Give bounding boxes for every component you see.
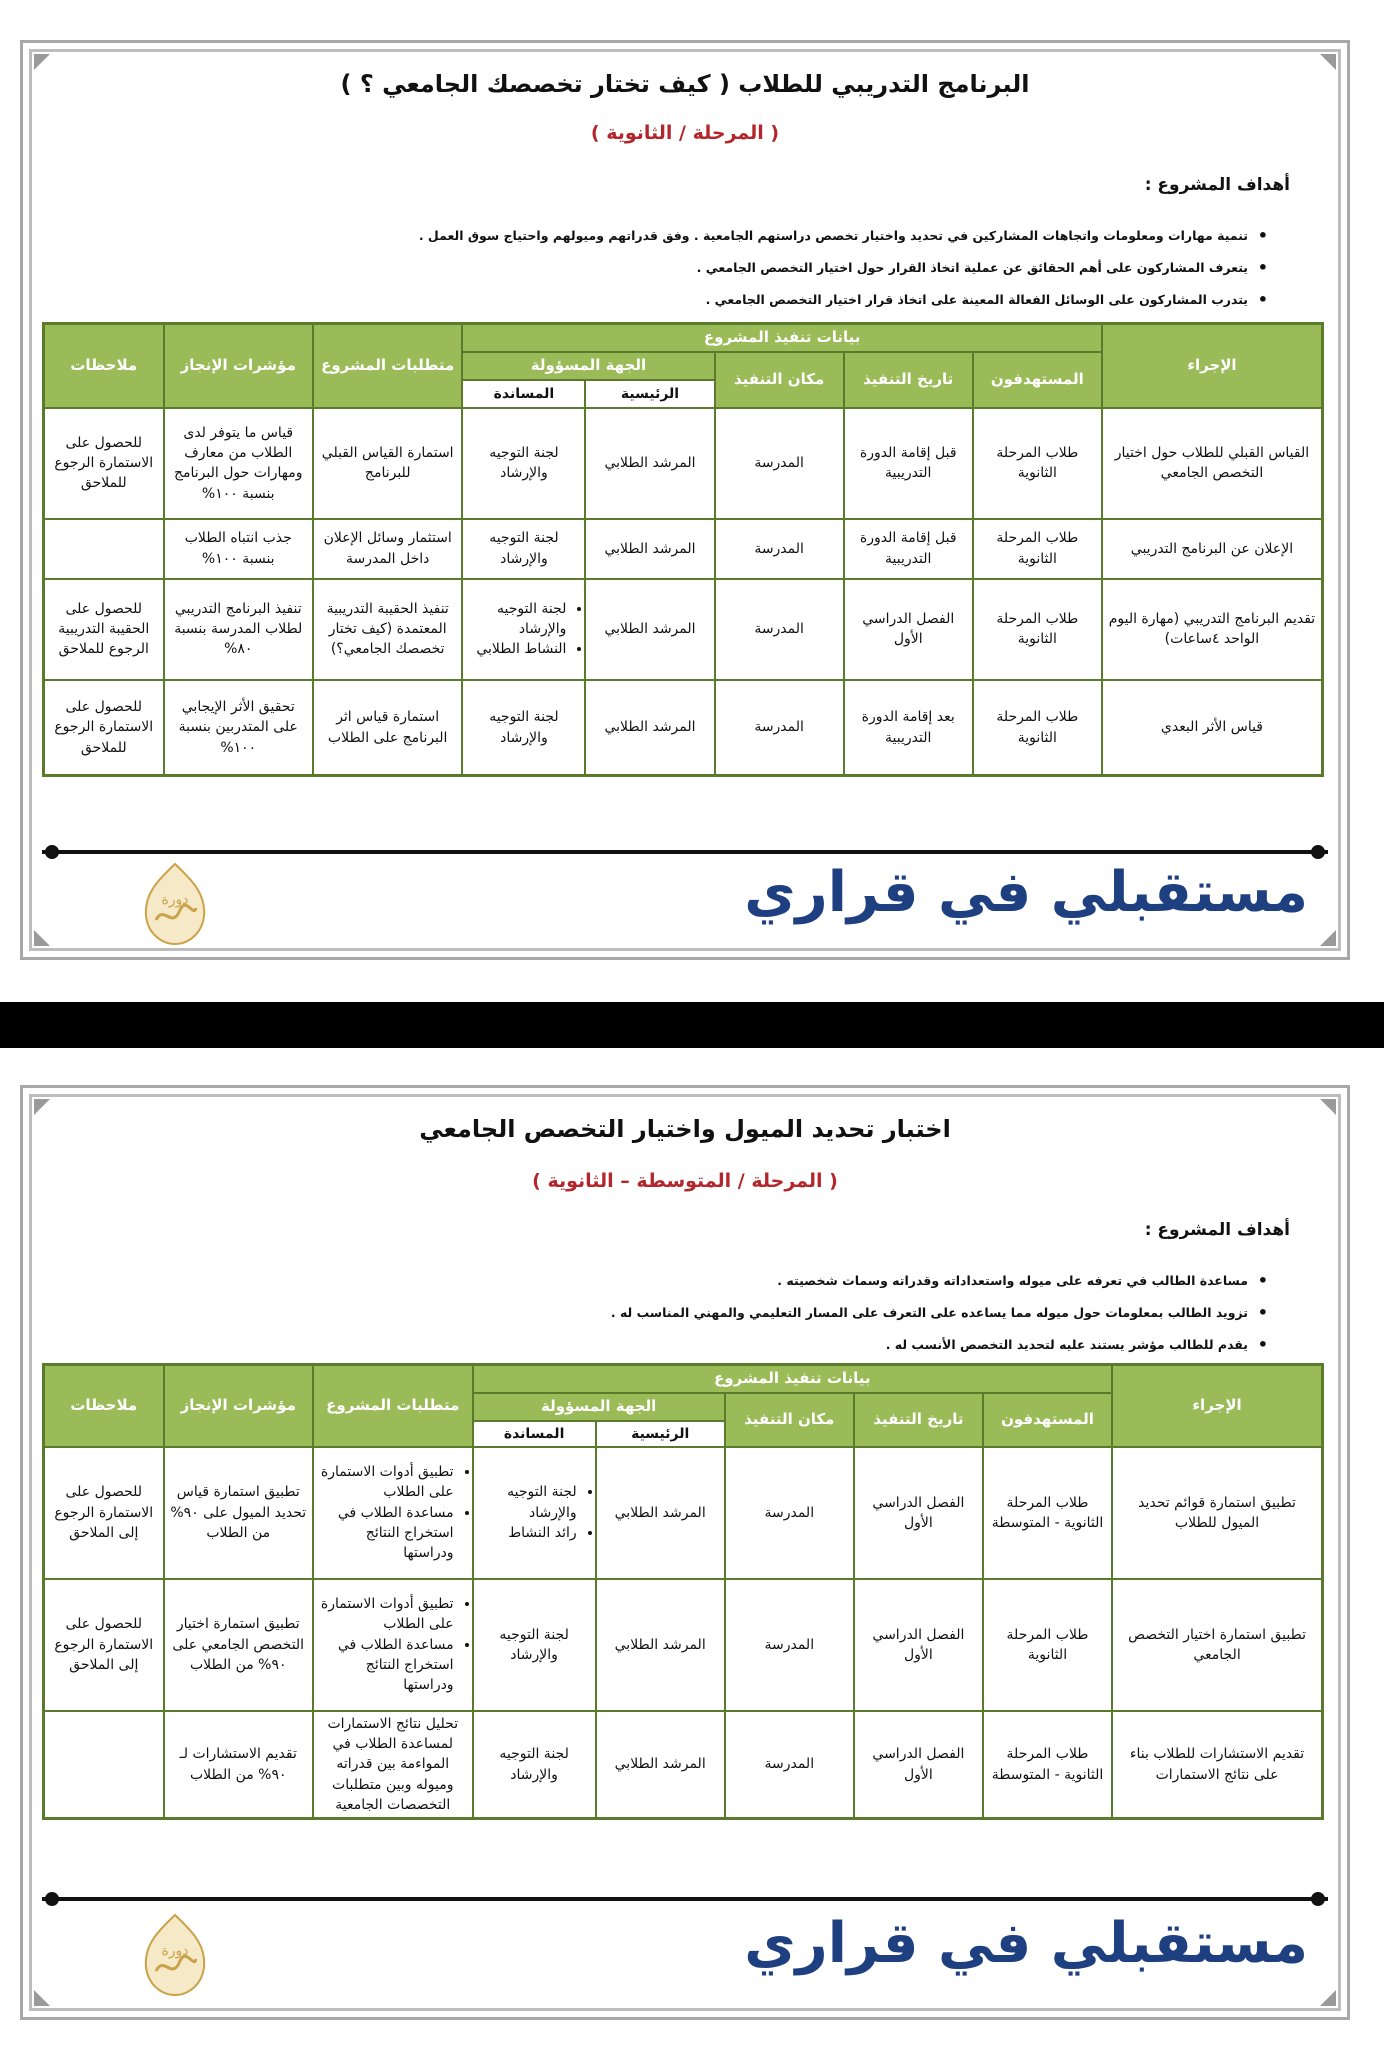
table-row <box>44 519 1323 579</box>
table-row <box>44 680 1323 776</box>
corner-ornament <box>34 54 50 70</box>
goal-item: • يتدرب المشاركون على الوسائل الفعالة المعينة على اتخاذ قرار اختيار التخصص الجامعي . <box>419 284 1270 316</box>
table-row <box>44 408 1323 519</box>
corner-ornament <box>1320 54 1336 70</box>
cell-indicators: تقديم الاستشارات لـ ٩٠% من الطلاب <box>164 1711 313 1819</box>
goal-item: • تزويد الطالب بمعلومات حول ميوله مما يساعده على التعرف على المسار التعليمي والمهني المناسب له . <box>611 1297 1270 1329</box>
corner-ornament <box>34 930 50 946</box>
cell-main: المرشد الطلابي <box>585 680 714 776</box>
cell-support: لجنة التوجيه والإرشاد <box>462 408 585 519</box>
goal-item: • يقدم للطالب مؤشر يستند عليه لتحديد التخصص الأنسب له . <box>611 1329 1270 1361</box>
header-beneficiaries: المستهدفون <box>983 1393 1112 1447</box>
header-procedure: الإجراء <box>1112 1365 1322 1447</box>
cell-requirements: تحليل نتائج الاستمارات لمساعدة الطلاب في المواءمة بين قدراته وميوله وبين متطلبات التخصصات الجامعية <box>313 1711 473 1819</box>
cell-indicators: قياس ما يتوفر لدى الطلاب من معارف ومهارات حول البرنامج بنسبة ١٠٠% <box>164 408 313 519</box>
cell-requirements: استمارة القياس القبلي للبرنامج <box>313 408 462 519</box>
calligraphy-seal-icon <box>138 1911 212 1997</box>
footer-line <box>42 1897 1328 1901</box>
cell-indicators: تحقيق الأثر الإيجابي على المتدربين بنسبة ١٠٠% <box>164 680 313 776</box>
corner-ornament <box>1320 1990 1336 2006</box>
stage-label: ( المرحلة / المتوسطة – الثانوية ) <box>532 1170 838 1192</box>
footer-line-dot <box>1311 845 1325 859</box>
header-procedure: الإجراء <box>1102 324 1323 408</box>
table-row <box>44 1711 1323 1819</box>
table-row <box>44 579 1323 680</box>
cell-main: المرشد الطلابي <box>585 408 714 519</box>
table-row <box>44 1447 1323 1579</box>
cell-notes: للحصول على الاستمارة الرجوع للملاحق <box>44 408 164 519</box>
header-main: الرئيسية <box>596 1421 725 1447</box>
cell-support: لجنة التوجيه والإرشاد <box>473 1579 596 1711</box>
goals-heading: أهداف المشروع : <box>1144 1220 1290 1240</box>
cell-beneficiaries: طلاب المرحلة الثانوية <box>973 519 1102 579</box>
cell-notes <box>44 1711 164 1819</box>
header-indicators: مؤشرات الإنجاز <box>164 1365 313 1447</box>
header-requirements: متطلبات المشروع <box>313 324 462 408</box>
goals-heading: أهداف المشروع : <box>1144 175 1290 195</box>
cell-main: المرشد الطلابي <box>596 1579 725 1711</box>
cell-place: المدرسة <box>725 1447 854 1579</box>
seal-text: دورة <box>161 892 189 908</box>
cell-requirements: استمارة قياس اثر البرنامج على الطلاب <box>313 680 462 776</box>
cell-indicators: تنفيذ البرنامج التدريبي لطلاب المدرسة بنسبة ٨٠% <box>164 579 313 680</box>
support-item: • لجنة التوجيه والإرشاد <box>467 599 566 640</box>
goal-item: • مساعدة الطالب في تعرفه على ميوله واستعداداته وقدراته وسمات شخصيته . <box>611 1265 1270 1297</box>
cell-procedure: الإعلان عن البرنامج التدريبي <box>1102 519 1323 579</box>
header-exec-data: بيانات تنفيذ المشروع <box>462 324 1101 352</box>
cell-support <box>473 1447 596 1579</box>
cell-main: المرشد الطلابي <box>585 519 714 579</box>
page-title: البرنامج التدريبي للطلاب ( كيف تختار تخصصك الجامعي ؟ ) <box>340 70 1030 98</box>
cell-requirements <box>313 1579 473 1711</box>
header-support: المساندة <box>462 380 585 408</box>
cell-beneficiaries: طلاب المرحلة الثانوية <box>973 680 1102 776</box>
page-title: اختبار تحديد الميول واختيار التخصص الجامعي <box>419 1115 951 1143</box>
requirement-item: • مساعدة الطلاب في استخراج النتائج ودراستها <box>318 1635 454 1696</box>
cell-procedure: تقديم البرنامج التدريبي (مهارة اليوم الواحد ٤ساعات) <box>1102 579 1323 680</box>
header-requirements: متطلبات المشروع <box>313 1365 473 1447</box>
cell-beneficiaries: طلاب المرحلة الثانوية <box>973 579 1102 680</box>
goals-list <box>419 220 1270 316</box>
corner-ornament <box>34 1990 50 2006</box>
header-date: تاريخ التنفيذ <box>854 1393 983 1447</box>
document-page-2 <box>20 1085 1350 2020</box>
project-table <box>42 322 1324 777</box>
support-item: • رائد النشاط <box>478 1523 577 1543</box>
goal-item: • يتعرف المشاركون على أهم الحقائق عن عملية اتخاذ القرار حول اختيار التخصص الجامعي . <box>419 252 1270 284</box>
cell-main: المرشد الطلابي <box>596 1447 725 1579</box>
goals-list <box>611 1265 1270 1361</box>
cell-requirements <box>313 1447 473 1579</box>
requirement-item: • تطبيق أدوات الاستمارة على الطلاب <box>318 1594 454 1635</box>
cell-date: الفصل الدراسي الأول <box>854 1447 983 1579</box>
cell-date: الفصل الدراسي الأول <box>844 579 973 680</box>
brand-logo-text: مستقبلي في قراري <box>744 860 1308 925</box>
cell-indicators: جذب انتباه الطلاب بنسبة ١٠٠% <box>164 519 313 579</box>
header-place: مكان التنفيذ <box>715 352 844 408</box>
cell-place: المدرسة <box>715 408 844 519</box>
cell-date: الفصل الدراسي الأول <box>854 1711 983 1819</box>
corner-ornament <box>1320 1099 1336 1115</box>
cell-notes: للحصول على الاستمارة الرجوع إلى الملاحق <box>44 1447 164 1579</box>
header-responsible: الجهة المسؤولة <box>462 352 714 380</box>
cell-place: المدرسة <box>725 1711 854 1819</box>
cell-support: لجنة التوجيه والإرشاد <box>462 680 585 776</box>
cell-support: لجنة التوجيه والإرشاد <box>473 1711 596 1819</box>
cell-main: المرشد الطلابي <box>585 579 714 680</box>
header-place: مكان التنفيذ <box>725 1393 854 1447</box>
page-divider <box>0 1002 1384 1048</box>
cell-date: بعد إقامة الدورة التدريبية <box>844 680 973 776</box>
cell-notes: للحصول على الحقيبة التدريبية الرجوع للملاحق <box>44 579 164 680</box>
cell-date: قبل إقامة الدورة التدريبية <box>844 408 973 519</box>
cell-date: الفصل الدراسي الأول <box>854 1579 983 1711</box>
header-notes: ملاحظات <box>44 1365 164 1447</box>
support-item: • لجنة التوجيه والإرشاد <box>478 1482 577 1523</box>
cell-beneficiaries: طلاب المرحلة الثانوية - المتوسطة <box>983 1447 1112 1579</box>
cell-beneficiaries: طلاب المرحلة الثانوية <box>983 1579 1112 1711</box>
requirement-item: • مساعدة الطلاب في استخراج النتائج ودراستها <box>318 1503 454 1564</box>
cell-place: المدرسة <box>715 519 844 579</box>
cell-procedure: القياس القبلي للطلاب حول اختيار التخصص الجامعي <box>1102 408 1323 519</box>
footer-line-dot <box>1311 1892 1325 1906</box>
support-item: • النشاط الطلابي <box>467 639 566 659</box>
header-indicators: مؤشرات الإنجاز <box>164 324 313 408</box>
cell-procedure: تطبيق استمارة قوائم تحديد الميول للطلاب <box>1112 1447 1322 1579</box>
header-support: المساندة <box>473 1421 596 1447</box>
cell-place: المدرسة <box>715 680 844 776</box>
cell-place: المدرسة <box>725 1579 854 1711</box>
header-beneficiaries: المستهدفون <box>973 352 1102 408</box>
table-row <box>44 1579 1323 1711</box>
corner-ornament <box>34 1099 50 1115</box>
header-notes: ملاحظات <box>44 324 164 408</box>
header-exec-data: بيانات تنفيذ المشروع <box>473 1365 1112 1393</box>
calligraphy-seal-icon <box>138 860 212 946</box>
cell-procedure: قياس الأثر البعدي <box>1102 680 1323 776</box>
header-date: تاريخ التنفيذ <box>844 352 973 408</box>
brand-logo-text: مستقبلي في قراري <box>744 1911 1308 1976</box>
cell-notes <box>44 519 164 579</box>
cell-main: المرشد الطلابي <box>596 1711 725 1819</box>
corner-ornament <box>1320 930 1336 946</box>
cell-notes: للحصول على الاستمارة الرجوع إلى الملاحق <box>44 1579 164 1711</box>
cell-beneficiaries: طلاب المرحلة الثانوية - المتوسطة <box>983 1711 1112 1819</box>
cell-indicators: تطبيق استمارة اختيار التخصص الجامعي على ٩٠% من الطلاب <box>164 1579 313 1711</box>
cell-place: المدرسة <box>715 579 844 680</box>
cell-date: قبل إقامة الدورة التدريبية <box>844 519 973 579</box>
requirement-item: • تطبيق أدوات الاستمارة على الطلاب <box>318 1462 454 1503</box>
footer-line <box>42 850 1328 854</box>
cell-notes: للحصول على الاستمارة الرجوع للملاحق <box>44 680 164 776</box>
stage-label: ( المرحلة / الثانوية ) <box>590 122 780 144</box>
cell-support: لجنة التوجيه والإرشاد <box>462 519 585 579</box>
cell-procedure: تقديم الاستشارات للطلاب بناء على نتائج الاستمارات <box>1112 1711 1322 1819</box>
cell-beneficiaries: طلاب المرحلة الثانوية <box>973 408 1102 519</box>
cell-support <box>462 579 585 680</box>
cell-procedure: تطبيق استمارة اختيار التخصص الجامعي <box>1112 1579 1322 1711</box>
project-table <box>42 1363 1324 1820</box>
cell-indicators: تطبيق استمارة قياس تحديد الميول على ٩٠% من الطلاب <box>164 1447 313 1579</box>
cell-requirements: تنفيذ الحقيبة التدريبية المعتمدة (كيف تختار تخصصك الجامعي؟) <box>313 579 462 680</box>
seal-text: دورة <box>161 1943 189 1959</box>
cell-requirements: استثمار وسائل الإعلان داخل المدرسة <box>313 519 462 579</box>
header-main: الرئيسية <box>585 380 714 408</box>
header-responsible: الجهة المسؤولة <box>473 1393 725 1421</box>
goal-item: • تنمية مهارات ومعلومات واتجاهات المشاركين في تحديد واختيار تخصص دراستهم الجامعية . وفق قدراتهم وميولهم واحتياج سوق العمل . <box>419 220 1270 252</box>
document-page-1 <box>20 40 1350 960</box>
